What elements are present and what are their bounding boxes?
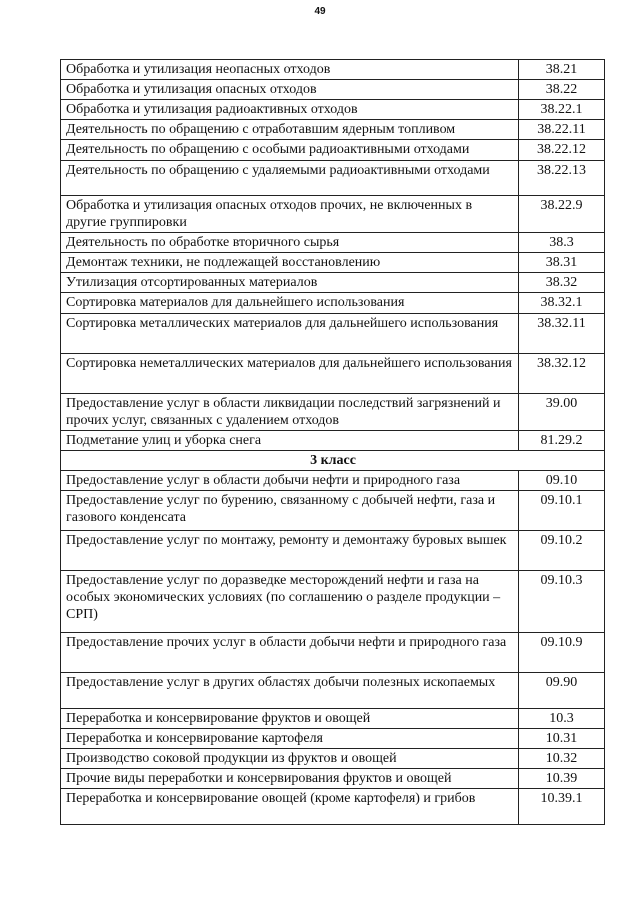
table-row (61, 491, 605, 531)
table-row (61, 60, 605, 80)
activity-name: Производство соковой продукции из фруктов и овощей (61, 749, 519, 769)
table-row (61, 293, 605, 314)
activity-code: 09.10.1 (519, 491, 605, 531)
table-row (61, 571, 605, 633)
activity-code: 09.10 (519, 471, 605, 491)
activity-code: 38.22.9 (519, 196, 605, 233)
activity-name: Демонтаж техники, не подлежащей восстановлению (61, 253, 519, 273)
activity-code: 38.32.12 (519, 354, 605, 394)
table-row (61, 749, 605, 769)
activity-name: Сортировка металлических материалов для дальнейшего использования (61, 314, 519, 354)
activity-code-table (60, 59, 605, 825)
activity-name: Переработка и консервирование картофеля (61, 729, 519, 749)
table-row (61, 354, 605, 394)
activity-name: Деятельность по обращению с особыми радиоактивными отходами (61, 140, 519, 161)
table-row (61, 196, 605, 233)
page-number: 49 (314, 6, 326, 17)
table-row (61, 633, 605, 673)
class-header-label: 3 класс (61, 451, 605, 471)
activity-name: Обработка и утилизация неопасных отходов (61, 60, 519, 80)
activity-name: Обработка и утилизация опасных отходов (61, 80, 519, 100)
activity-name: Предоставление услуг в области добычи нефти и природного газа (61, 471, 519, 491)
activity-name: Деятельность по обращению с удаляемыми радиоактивными отходами (61, 161, 519, 196)
activity-name: Предоставление услуг по бурению, связанному с добычей нефти, газа и газового конденсата (61, 491, 519, 531)
activity-code: 10.3 (519, 709, 605, 729)
table-row (61, 729, 605, 749)
activity-code: 81.29.2 (519, 431, 605, 451)
table-row (61, 233, 605, 253)
activity-name: Переработка и консервирование фруктов и овощей (61, 709, 519, 729)
activity-name: Подметание улиц и уборка снега (61, 431, 519, 451)
table-row (61, 431, 605, 451)
table-row (61, 253, 605, 273)
table-row (61, 709, 605, 729)
activity-code: 09.10.2 (519, 531, 605, 571)
table-row (61, 673, 605, 709)
activity-code: 10.39 (519, 769, 605, 789)
activity-code: 38.31 (519, 253, 605, 273)
activity-code: 38.22 (519, 80, 605, 100)
activity-name: Сортировка неметаллических материалов для дальнейшего использования (61, 354, 519, 394)
table-row (61, 273, 605, 293)
activity-name: Прочие виды переработки и консервирования фруктов и овощей (61, 769, 519, 789)
table-body (61, 60, 605, 825)
activity-code: 09.10.9 (519, 633, 605, 673)
table-row (61, 120, 605, 140)
table-row (61, 140, 605, 161)
activity-name: Предоставление услуг по доразведке месторождений нефти и газа на особых экономических условиях (по соглашению о разделе продукции – СРП) (61, 571, 519, 633)
table-row (61, 769, 605, 789)
activity-code: 38.32.1 (519, 293, 605, 314)
activity-code: 09.10.3 (519, 571, 605, 633)
activity-code: 38.3 (519, 233, 605, 253)
activity-code: 38.32.11 (519, 314, 605, 354)
activity-code: 38.22.13 (519, 161, 605, 196)
activity-name: Предоставление услуг в других областях добычи полезных ископаемых (61, 673, 519, 709)
table-row (61, 531, 605, 571)
activity-code: 10.32 (519, 749, 605, 769)
activity-name: Обработка и утилизация радиоактивных отходов (61, 100, 519, 120)
class-header-row (61, 451, 605, 471)
activity-name: Деятельность по обработке вторичного сырья (61, 233, 519, 253)
activity-name: Деятельность по обращению с отработавшим ядерным топливом (61, 120, 519, 140)
activity-code: 38.21 (519, 60, 605, 80)
table-row (61, 471, 605, 491)
activity-name: Предоставление услуг по монтажу, ремонту и демонтажу буровых вышек (61, 531, 519, 571)
activity-code: 10.39.1 (519, 789, 605, 825)
activity-name: Утилизация отсортированных материалов (61, 273, 519, 293)
activity-code: 38.22.1 (519, 100, 605, 120)
activity-code: 38.32 (519, 273, 605, 293)
activity-name: Предоставление услуг в области ликвидации последствий загрязнений и прочих услуг, связанных с удалением отходов (61, 394, 519, 431)
activity-name: Сортировка материалов для дальнейшего использования (61, 293, 519, 314)
activity-name: Предоставление прочих услуг в области добычи нефти и природного газа (61, 633, 519, 673)
table-row (61, 80, 605, 100)
activity-name: Переработка и консервирование овощей (кроме картофеля) и грибов (61, 789, 519, 825)
table-row (61, 100, 605, 120)
activity-code: 09.90 (519, 673, 605, 709)
activity-code: 10.31 (519, 729, 605, 749)
activity-name: Обработка и утилизация опасных отходов прочих, не включенных в другие группировки (61, 196, 519, 233)
table-row (61, 394, 605, 431)
table-row (61, 161, 605, 196)
activity-code: 38.22.12 (519, 140, 605, 161)
activity-code: 39.00 (519, 394, 605, 431)
activity-code: 38.22.11 (519, 120, 605, 140)
table-row (61, 789, 605, 825)
table-row (61, 314, 605, 354)
